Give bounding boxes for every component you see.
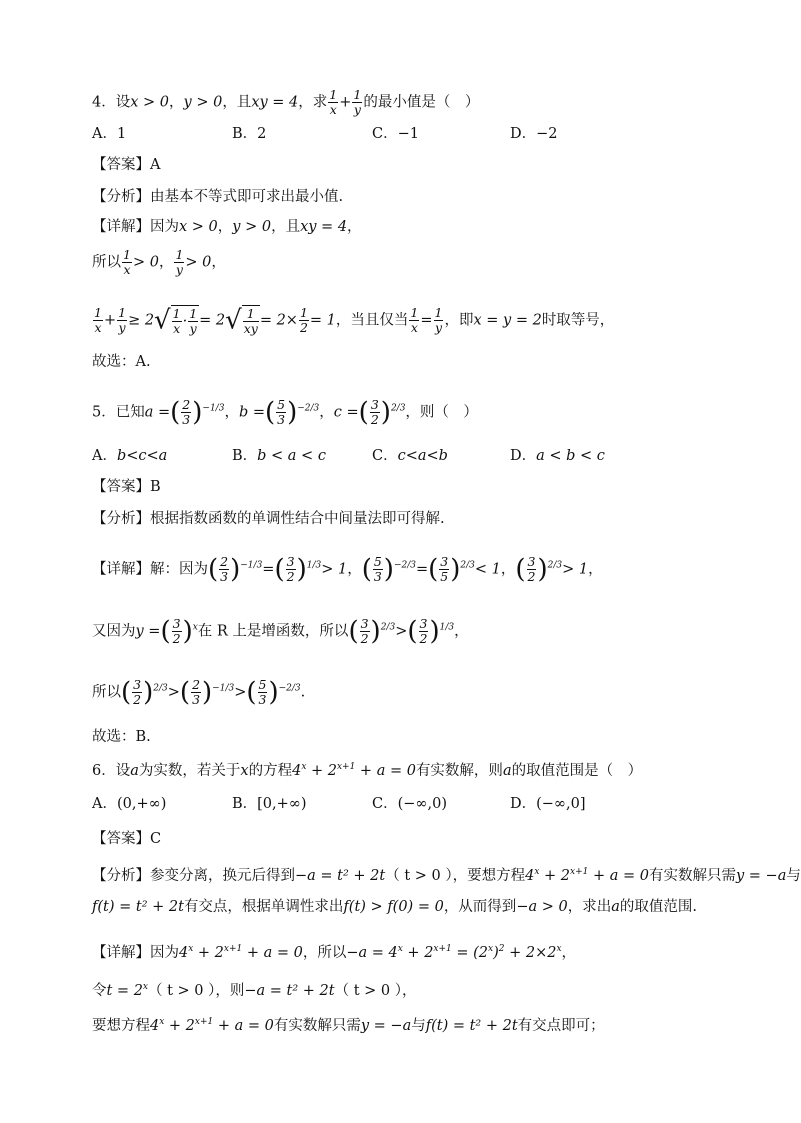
q5-detail-label: 【详解】解：因为 <box>92 561 208 578</box>
q6-stem-text: 6．设 <box>92 762 131 779</box>
q5-b-exp: −2/3 <box>297 403 320 414</box>
q4-so-end: ， <box>211 254 226 271</box>
q6-detail-label: 【详解】因为 <box>92 944 179 961</box>
q6-let-t: $t = 2^x$ <box>106 982 148 999</box>
q4-cond-y: y > 0 <box>183 94 223 111</box>
ineq-iff: ，当且仅当 <box>335 312 409 329</box>
q6-analysis-label: 【分析】参变分离，换元后得到 <box>92 867 295 884</box>
q4-so-sep: ， <box>158 254 174 271</box>
q6-need-y: y = −a <box>360 1017 412 1034</box>
q6-option-d: D．(−∞,0] <box>510 796 586 812</box>
q4-detail-label: 【详解】因为 <box>92 219 179 235</box>
q4-frac-1x: $\frac{1}{x}$ <box>329 87 338 117</box>
q5-so-end: . <box>300 684 306 701</box>
ineq-plus: + <box>103 312 117 329</box>
q5-option-a-label: A． <box>92 448 117 464</box>
q6-let-end: （ t > 0 ）， <box>334 982 417 999</box>
q6-need-text: 有实数解只需 <box>273 1017 361 1034</box>
q5-gt1-b: > 1 <box>562 561 589 578</box>
q6-analysis-mono: f(t) > f(0) = 0 <box>343 899 444 915</box>
q4-option-c: C．−1 <box>372 126 419 142</box>
q6-let-cond: （ t > 0 ），则 <box>148 982 245 999</box>
q6-analysis-end: 的取值范围. <box>619 899 697 915</box>
q6-detail <box>92 939 576 963</box>
q5-option-d-label: D． <box>510 448 537 464</box>
q4-cond-xy: xy = 4 <box>251 94 299 111</box>
q6-stem-mid: 为实数，若关于 <box>138 762 241 779</box>
q5-detail: 【详解】解：因为( $\frac{2}{3}$ )$^{-1/3}$=( $\frac{3}{2}$ )$^{1/3}$> 1，( $\frac{5}{3}$ )$^{-2/3}$=( $\frac{3}{5}$ )$^{2/3}$< 1，( $\frac{3}{2}$ )$^{2/3}$> 1， <box>92 554 603 585</box>
q6-need-with: 与 <box>411 1017 426 1034</box>
ineq-geq: ≥ 2 <box>128 312 155 329</box>
q4-seek: ，求 <box>298 94 328 111</box>
q6-equation: $4^x + 2^{x+1} + a = 0$ <box>292 762 416 779</box>
q6-analysis-cond: （ t > 0 ），要想方程 <box>385 867 526 884</box>
q5-so: 所以( $\frac{3}{2}$ )$^{2/3}$>( $\frac{2}{3}$ )$^{-1/3}$>( $\frac{5}{3}$ )$^{-2/3}$. <box>92 677 306 708</box>
q5-also: 又因为y =( $\frac{3}{2}$ )$^x$在 R 上是增函数，所以( $\frac{3}{2}$ )$^{2/3}$>( $\frac{3}{2}$ )$^{1/3}$， <box>92 616 469 647</box>
q5-option-b-text: b < a < c <box>257 448 326 464</box>
q6-analysis-y: y = −a <box>735 867 787 884</box>
q6-need-end: 有交点即可； <box>517 1017 605 1034</box>
q5-b-eq: b = <box>238 404 265 421</box>
q6-analysis-ft: f(t) = t² + 2t <box>92 899 184 915</box>
q5-c-frac: $\frac{3}{2}$ <box>370 397 379 427</box>
q4-inequality <box>92 305 614 336</box>
q6-var-x: x <box>240 762 249 779</box>
q6-detail-expand: $-a = 4^x + 2^{x+1} = (2^x)^2 + 2\times 2^x$ <box>346 944 562 961</box>
q5-c-eq: c = <box>333 404 359 421</box>
q6-analysis-need: 有实数解只需 <box>648 867 736 884</box>
q6-detail-neg-a: −a = 4 <box>346 944 398 961</box>
q4-detail-and: ，且 <box>271 219 301 235</box>
q6-analysis-2 <box>92 897 697 917</box>
q5-lt1: < 1 <box>474 561 501 578</box>
q4-option-d: D．−2 <box>510 126 558 142</box>
q6-stem <box>92 757 642 781</box>
q4-detail-end: ， <box>347 219 362 235</box>
q6-var-a: a <box>130 762 139 779</box>
q5-also-label: 又因为 <box>92 623 136 640</box>
q6-let-sub: −a = t² + 2t <box>244 982 335 999</box>
q4-cond-x: x > 0 <box>130 94 170 111</box>
q4-detail-xy: xy = 4 <box>300 219 348 235</box>
ineq-frac-1y: $\frac{1}{y}$ <box>118 305 127 335</box>
q4-so-frac-x: $\frac{1}{x}$ <box>123 247 131 277</box>
q5-stem-end: ，则（ ） <box>405 404 478 421</box>
q6-answer: 【答案】C <box>92 831 162 847</box>
q5-option-a <box>92 446 167 466</box>
q4-so-gt0-b: > 0 <box>185 254 212 271</box>
q5-option-b <box>232 446 326 466</box>
q6-analysis-intersect: 有交点，根据单调性求出 <box>183 899 344 915</box>
q4-stem-end: 的最小值是（ ） <box>363 94 480 111</box>
q6-let-t-base: t = 2 <box>106 982 143 999</box>
ineq-sqrt-product: √ $\frac{1}{x}$ · $\frac{1}{y}$ <box>154 305 198 336</box>
q6-detail-so: ，所以 <box>302 944 347 961</box>
q6-need-label: 要想方程 <box>92 1017 150 1034</box>
q4-so <box>92 248 226 277</box>
ineq-ie: ，即 <box>444 312 474 329</box>
q4-stem: 4．设x > 0，y > 0，且xy = 4，求 $\frac{1}{x}$ + $\frac{1}{y}$ 的最小值是（ ） <box>92 87 480 117</box>
q5-also-end: ， <box>454 623 469 640</box>
q5-analysis: 【分析】根据指数函数的单调性结合中间量法即可得解. <box>92 511 445 527</box>
ineq-half: $\frac{1}{2}$ <box>299 305 308 335</box>
q6-option-b: B．[0,+∞) <box>232 796 307 812</box>
ineq-sqrt-xy: √ $\frac{1}{xy}$ <box>225 305 258 336</box>
ineq-end: 时取等号， <box>541 312 615 329</box>
q4-answer: 【答案】A <box>92 157 161 173</box>
q6-stem-solvable: 有实数解，则 <box>415 762 503 779</box>
q4-stem-text: 4．设 <box>92 94 131 111</box>
q5-a-exp: −1/3 <box>202 403 225 414</box>
q5-answer: 【答案】B <box>92 479 161 495</box>
q6-analysis-neg-a: −a > 0 <box>516 899 568 915</box>
q5-option-b-label: B． <box>232 448 258 464</box>
q5-c-exp: 2/3 <box>390 403 406 414</box>
q6-let <box>92 977 417 1001</box>
q5-option-d <box>510 446 605 466</box>
ineq-eq1: = 1 <box>309 312 336 329</box>
ineq-cond-1x: $\frac{1}{x}$ <box>410 305 419 335</box>
q5-also-text: 在 R 上是增函数，所以 <box>197 623 349 640</box>
q5-option-d-text: a < b < c <box>536 448 605 464</box>
q6-analysis-thus: ，从而得到 <box>443 899 517 915</box>
q4-so-frac-y: $\frac{1}{y}$ <box>175 247 184 277</box>
q6-let-label: 令 <box>92 982 107 999</box>
q5-stem-text: 5．已知 <box>92 404 145 421</box>
ineq-eq2: = 2 <box>199 312 226 329</box>
q4-so-gt0-a: > 0 <box>132 254 159 271</box>
q6-need <box>92 1012 605 1036</box>
q5-also-y: y = <box>135 623 161 640</box>
q6-detail-eq: $4^x + 2^{x+1} + a = 0$ <box>179 944 303 961</box>
ineq-frac-1x: $\frac{1}{x}$ <box>94 305 102 335</box>
q4-so-label: 所以 <box>92 254 121 271</box>
ineq-times: = 2× <box>259 312 298 329</box>
q6-var-a-2: a <box>502 762 512 779</box>
q5-option-c-text: c<a<b <box>397 448 448 464</box>
q5-option-a-text: b<c<a <box>116 448 168 464</box>
q4-detail-x: x > 0 <box>179 219 218 235</box>
ineq-cond-eq: = <box>420 312 433 329</box>
q6-analysis-sub: −a = t² + 2t <box>295 867 386 884</box>
q5-so-label: 所以 <box>92 684 121 701</box>
q6-detail-end: ， <box>561 944 577 961</box>
q4-choose: 故选：A. <box>92 354 151 370</box>
q4-option-a: A．1 <box>92 126 127 142</box>
q4-detail-y: y > 0 <box>232 219 272 235</box>
q6-analysis-find: ，求出 <box>567 899 612 915</box>
q4-option-b: B．2 <box>232 126 267 142</box>
q5-b-frac: $\frac{5}{3}$ <box>277 397 286 427</box>
q6-analysis-with: 与 <box>786 867 801 884</box>
q4-frac-1y: $\frac{1}{y}$ <box>353 87 362 117</box>
q4-and: ，且 <box>222 94 252 111</box>
q6-need-eq: $4^x + 2^{x+1} + a = 0$ <box>150 1017 274 1034</box>
q4-analysis: 【分析】由基本不等式即可求出最小值. <box>92 189 344 205</box>
q6-need-ft: f(t) = t² + 2t <box>425 1017 518 1034</box>
q6-analysis-a: a <box>611 899 620 915</box>
q6-stem-eq-label: 的方程 <box>248 762 293 779</box>
q4-sep: ， <box>169 94 184 111</box>
q5-option-c-label: C． <box>372 448 398 464</box>
q4-detail-sep: ， <box>217 219 233 235</box>
ineq-xy2: x = y = 2 <box>473 312 542 329</box>
q5-stem: 5．已知a =( $\frac{2}{3}$ )$^{-1/3}$，b =( $\frac{5}{3}$ )$^{-2/3}$，c =( $\frac{3}{2}$ )$^{2/3}$，则（ ） <box>92 397 478 428</box>
q5-choose: 故选：B. <box>92 729 151 745</box>
ineq-cond-1y: $\frac{1}{y}$ <box>434 305 443 335</box>
q4-detail <box>92 217 362 237</box>
q5-gt1-a: > 1 <box>321 561 348 578</box>
q5-option-c <box>372 446 448 466</box>
q6-option-c: C．(−∞,0) <box>372 796 447 812</box>
q5-a-frac: $\frac{2}{3}$ <box>182 397 191 427</box>
q6-analysis-1 <box>92 862 801 886</box>
q5-a-eq: a = <box>144 404 171 421</box>
q6-stem-end: 的取值范围是（ ） <box>511 762 643 779</box>
q6-option-a: A．(0,+∞) <box>92 796 167 812</box>
q6-analysis-eq: $4^x + 2^{x+1} + a = 0$ <box>525 867 649 884</box>
